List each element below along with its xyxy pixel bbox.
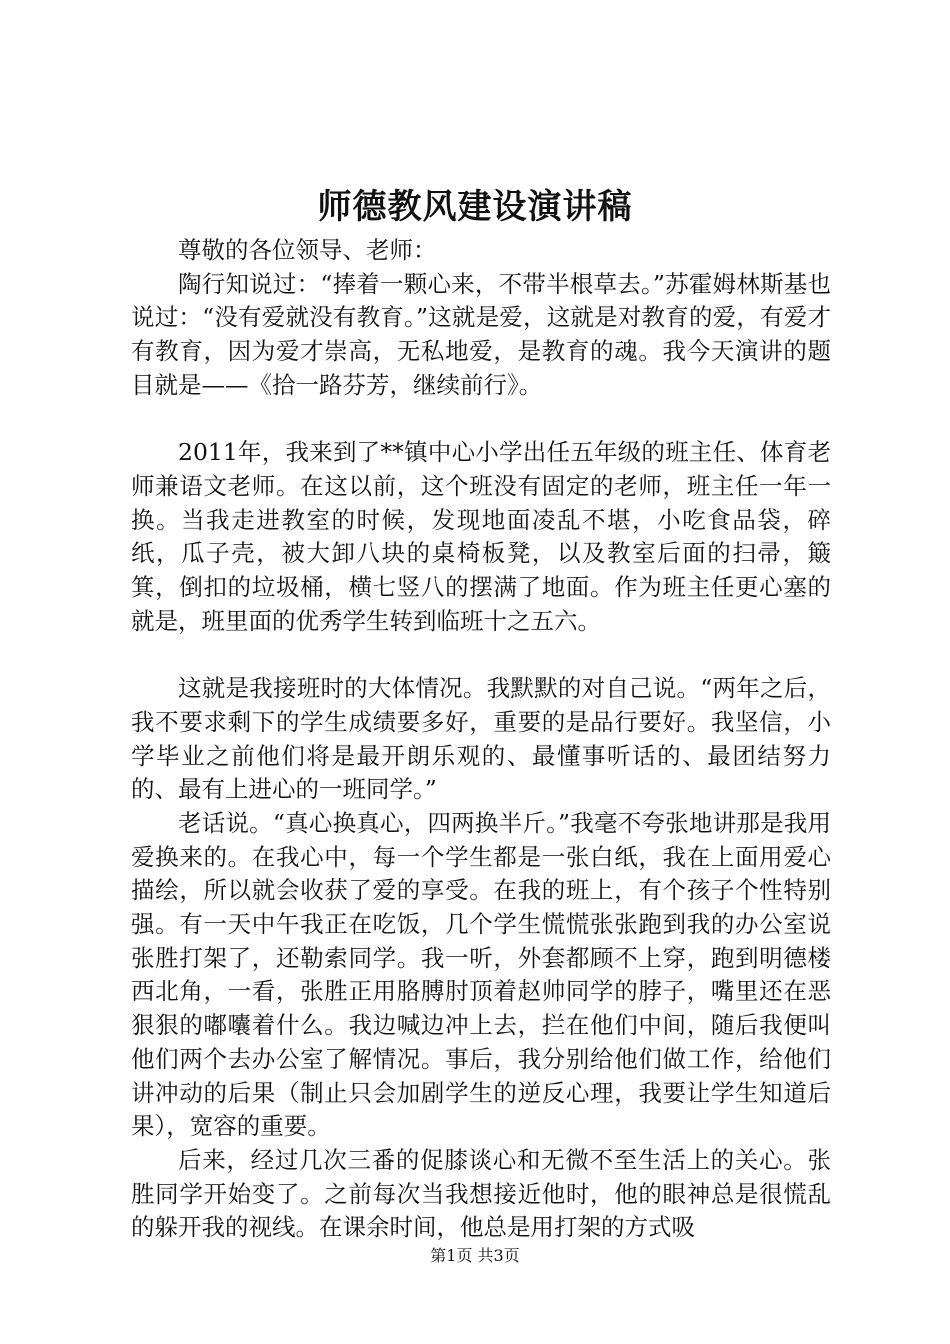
paragraph-resolution: 这就是我接班时的大体情况。我默默的对自己说。“两年之后，我不要求剩下的学生成绩要多好，重要的是品行要好。我坚信，小学毕业之前他们将是最开朗乐观的、最懂事听话的、最团结努力的、最有上进心的一班同学。” [131, 674, 831, 804]
document-body [131, 234, 831, 1245]
paragraph-opening: 陶行知说过：“捧着一颗心来，不带半根草去。”苏霍姆林斯基也说过：“没有爱就没有教育。”这就是爱，这就是对教育的爱，有爱才有教育，因为爱才崇高，无私地爱，是教育的魂。我今天演讲的题目就是——《拾一路芬芳，继续前行》。 [131, 269, 831, 399]
paragraph-salutation: 尊敬的各位领导、老师： [178, 236, 437, 264]
paragraph-arrival: 2011年，我来到了**镇中心小学出任五年级的班主任、体育老师兼语文老师。在这以前，这个班没有固定的老师，班主任一年一换。当我走进教室的时候，发现地面凌乱不堪，小吃食品袋，碎纸，瓜子壳，被大卸八块的桌椅板凳，以及教室后面的扫帚，簸箕，倒扣的垃圾桶，横七竖八的摆满了地面。作为班主任更心塞的就是，班里面的优秀学生转到临班十之五六。 [131, 438, 831, 635]
page-number-footer: 第1页 共3页 [430, 1246, 520, 1265]
paragraph-story: 老话说。“真心换真心，四两换半斤。”我毫不夸张地讲那是我用爱换来的。在我心中，每一个学生都是一张白纸，我在上面用爱心描绘，所以就会收获了爱的享受。在我的班上，有个孩子个性特别强。有一天中午我正在吃饭，几个学生慌慌张张跑到我的办公室说张胜打架了，还勒索同学。我一听，外套都顾不上穿，跑到明德楼西北角，一看，张胜正用胳膊肘顶着赵帅同学的脖子，嘴里还在恶狠狠的嘟囔着什么。我边喊边冲上去，拦在他们中间，随后我便叫他们两个去办公室了解情况。事后，我分别给他们做工作，给他们讲冲动的后果（制止只会加剧学生的逆反心理，我要让学生知道后果），宽容的重要。 [131, 808, 831, 1141]
document-title: 师德教风建设演讲稿 [317, 187, 633, 227]
paragraph-change: 后来，经过几次三番的促膝谈心和无微不至生活上的关心。张胜同学开始变了。之前每次当我想接近他时，他的眼神总是很慌乱的躲开我的视线。在课余时间，他总是用打架的方式吸 [131, 1145, 831, 1242]
